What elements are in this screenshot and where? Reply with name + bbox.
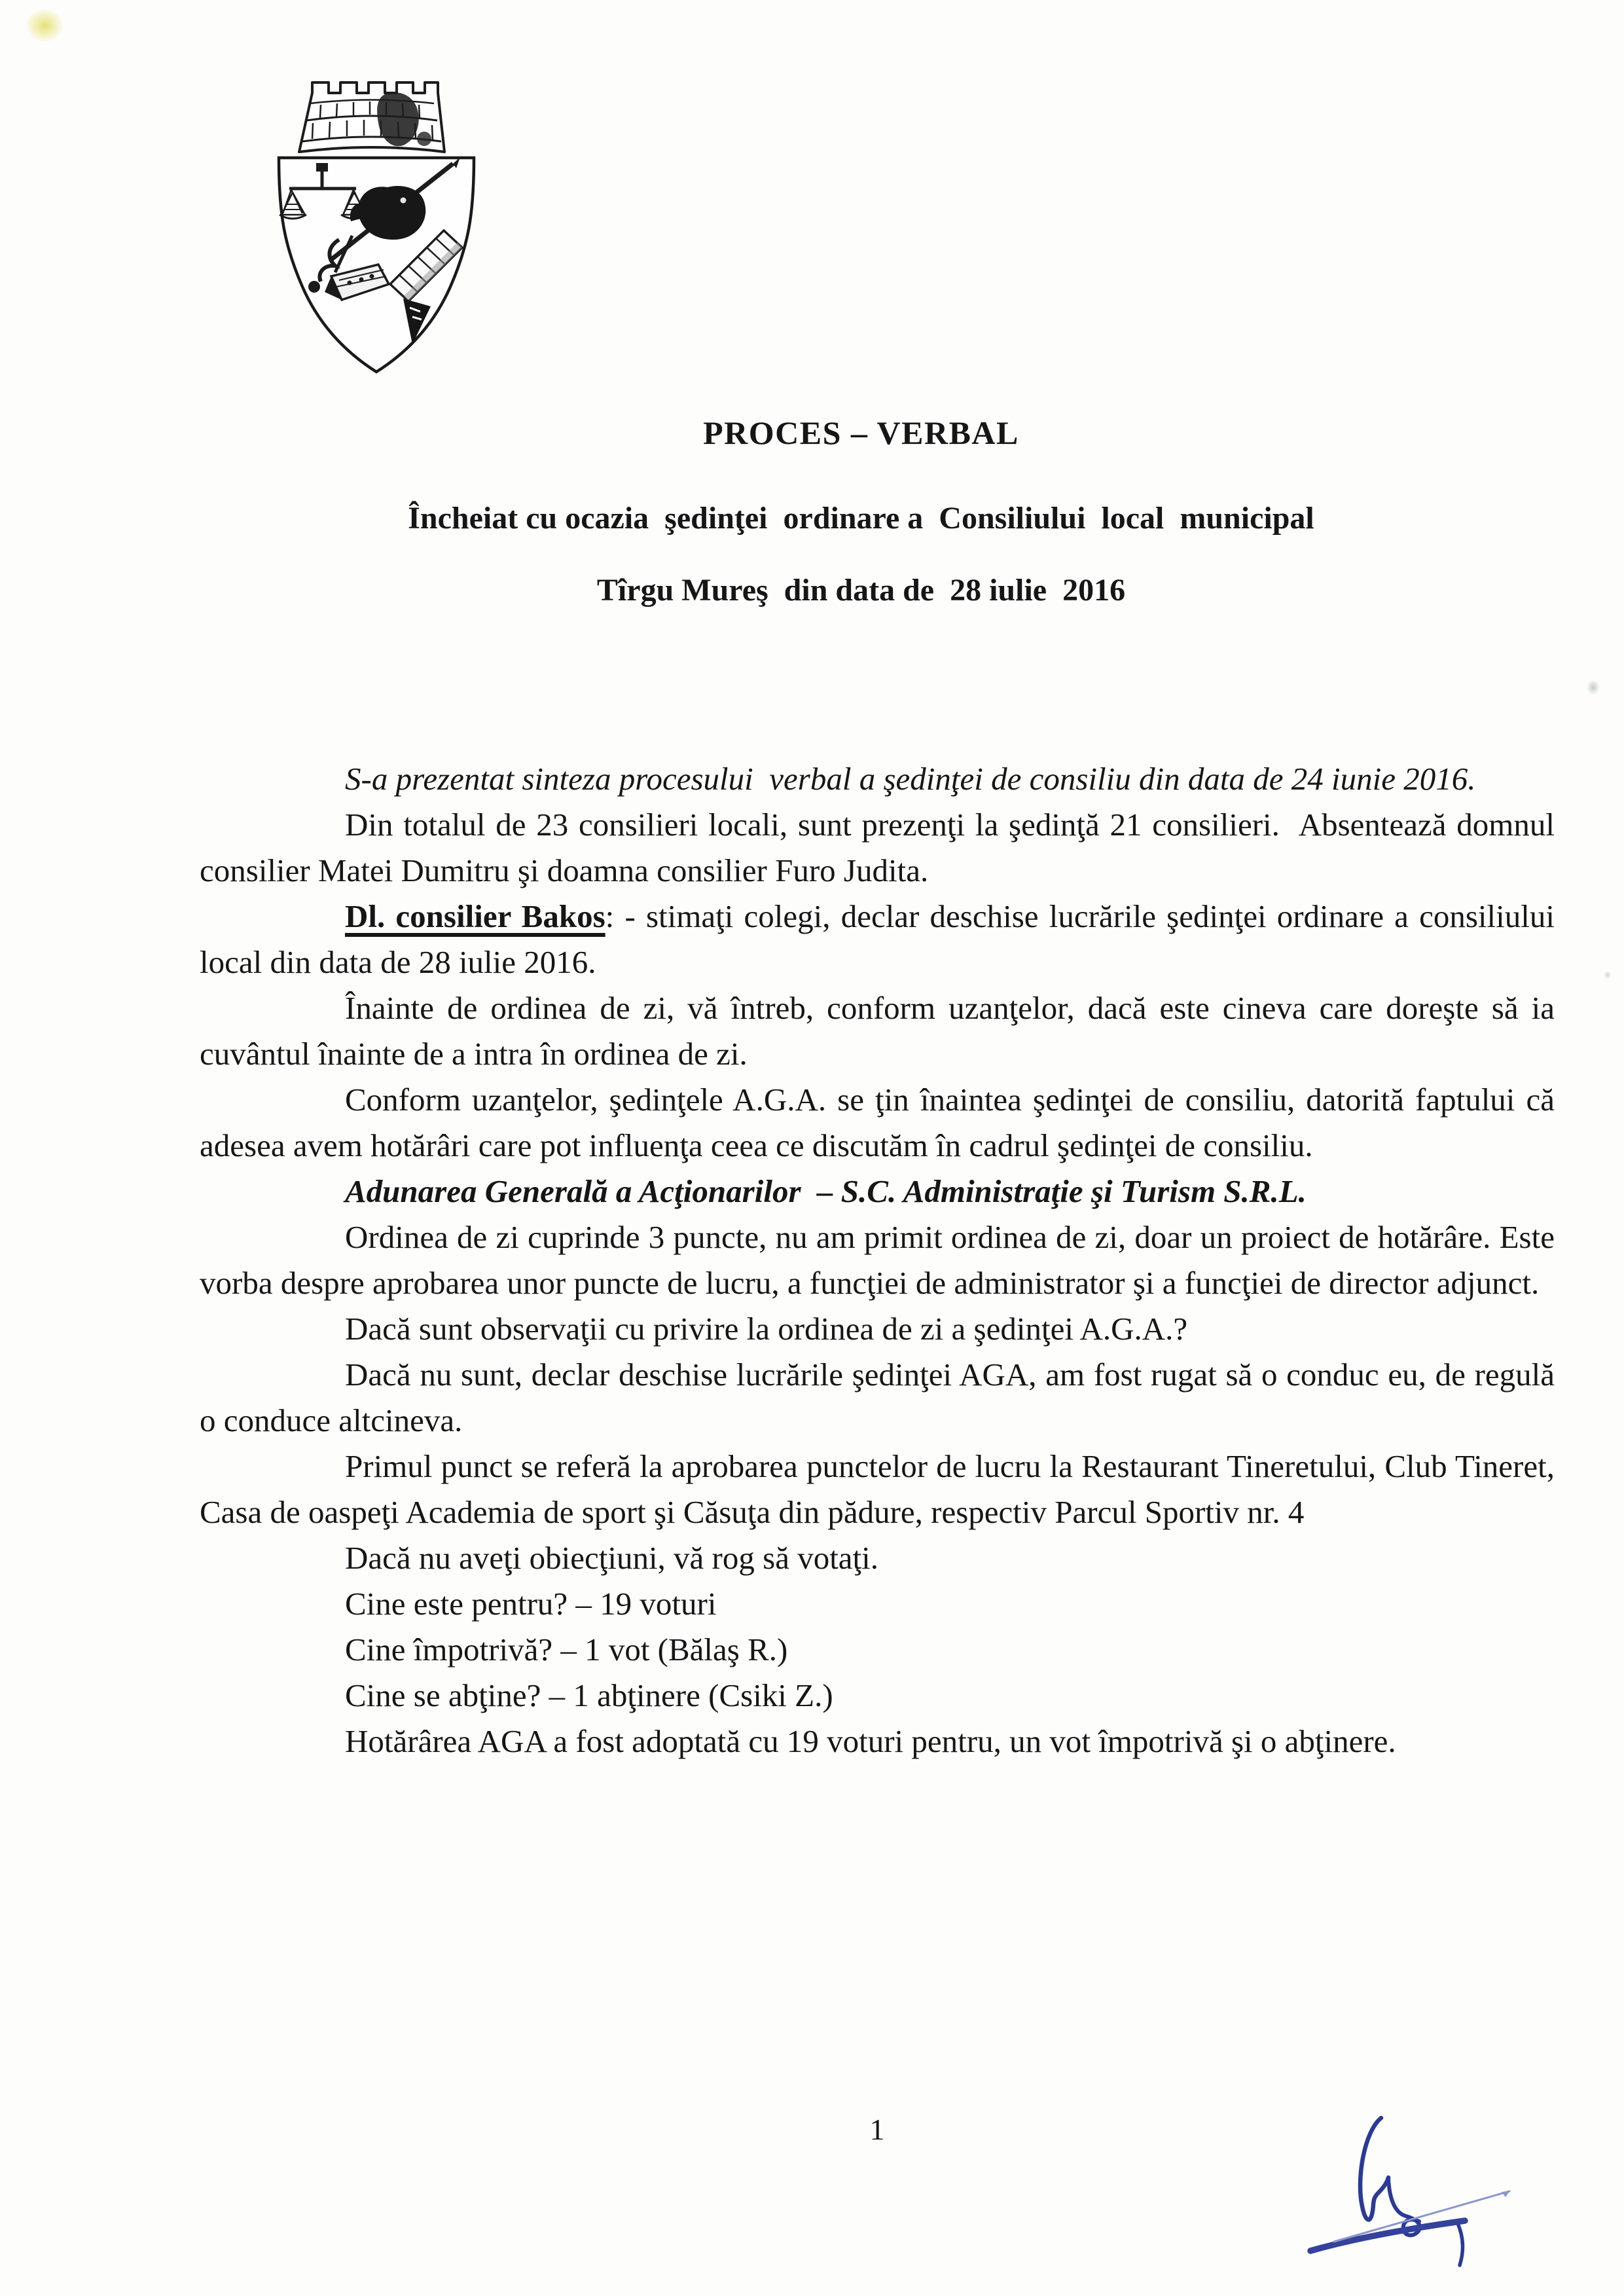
paragraph-synthesis: S-a prezentat sinteza procesului verbal a şedinţei de consiliu din data de 24 iunie 2016. bbox=[345, 761, 1476, 797]
vote-line-for: Cine este pentru? – 19 voturi bbox=[345, 1586, 717, 1622]
paragraph-aga-custom: Conform uzanţelor, şedinţele A.G.A. se ţin înaintea şedinţei de consiliu, datorită faptului că adesea avem hotărâri care pot influenţa ceea ce discutăm în cadrul şedinţei de consiliu. bbox=[200, 1082, 1563, 1163]
paragraph-bakos-opening bbox=[200, 894, 1563, 985]
paragraph-result: Hotărârea AGA a fost adoptată cu 19 voturi pentru, un vot împotrivă şi o abţinere. bbox=[345, 1723, 1396, 1759]
paragraph-bakos-opening-text: : - stimaţi colegi, declar deschise lucrările şedinţei ordinare a consiliului local din data de 28 iulie 2016. bbox=[200, 898, 1563, 980]
paragraph-attendance: Din totalul de 23 consilieri locali, sunt prezenţi la şedinţă 21 consilieri. Absentează domnul consilier Matei Dumitru şi doamna consilier Furo Judita. bbox=[200, 807, 1563, 888]
scan-speck-artifact bbox=[1604, 970, 1612, 979]
handwritten-signature-icon bbox=[1301, 2102, 1526, 2280]
paragraph-before-agenda: Înainte de ordinea de zi, vă întreb, conform uzanţelor, dacă este cineva care doreşte să ia cuvântul înainte de a intra în ordinea de zi. bbox=[200, 990, 1563, 1072]
vote-line-abstain: Cine se abţine? – 1 abţinere (Csiki Z.) bbox=[345, 1677, 833, 1713]
scan-speck-artifact bbox=[1587, 680, 1600, 695]
page-number: 1 bbox=[869, 2113, 885, 2146]
speaker-name-bakos: Dl. consilier Bakos bbox=[345, 898, 605, 934]
paragraph-agenda: Ordinea de zi cuprinde 3 puncte, nu am primit ordinea de zi, doar un proiect de hotărâre. Este vorba despre aprobarea unor puncte de lucru, a funcţiei de administrator şi a funcţiei de director adjunct. bbox=[200, 1219, 1563, 1301]
document-subtitle-line2: Tîrgu Mureş din data de 28 iulie 2016 bbox=[596, 573, 1126, 608]
heading-aga-section: Adunarea Generală a Acţionarilor – S.C. Administraţie şi Turism S.R.L. bbox=[345, 1173, 1307, 1209]
paragraph-first-point: Primul punct se referă la aprobarea punctelor de lucru la Restaurant Tineretului, Club Tineret, Casa de oaspeţi Academia de sport şi Căsuţa din pădure, respectiv Parcul Sportiv nr. 4 bbox=[200, 1448, 1563, 1530]
document-subtitle-line1: Încheiat cu ocazia şedinţei ordinare a Consiliului local municipal bbox=[408, 501, 1314, 536]
paragraph-open-aga: Dacă nu sunt, declar deschise lucrările şedinţei AGA, am fost rugat să o conduc eu, de regulă o conduce altcineva. bbox=[200, 1357, 1563, 1438]
municipal-coat-of-arms-icon bbox=[275, 76, 478, 382]
paragraph-observations: Dacă sunt observaţii cu privire la ordinea de zi a şedinţei A.G.A.? bbox=[345, 1311, 1188, 1347]
document-body bbox=[200, 756, 1563, 1764]
document-title: PROCES – VERBAL bbox=[703, 414, 1019, 451]
paragraph-vote-call: Dacă nu aveţi obiecţiuni, vă rog să votaţi. bbox=[345, 1540, 879, 1576]
scan-smudge-artifact bbox=[26, 9, 63, 42]
vote-line-against: Cine împotrivă? – 1 vot (Bălaş R.) bbox=[345, 1631, 788, 1667]
